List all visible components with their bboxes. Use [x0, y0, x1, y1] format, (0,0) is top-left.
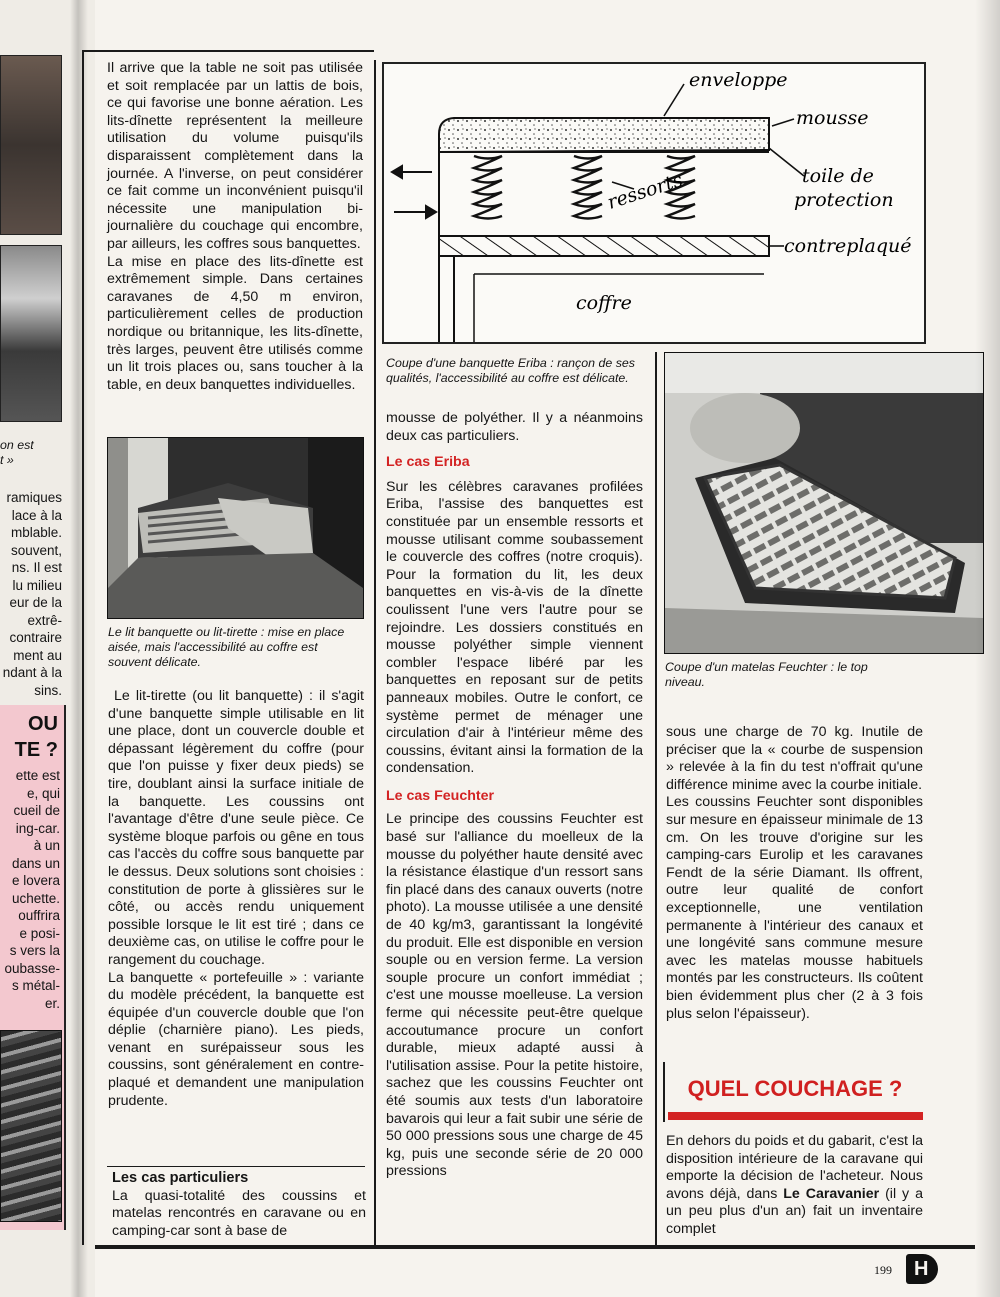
column-3-text — [666, 724, 923, 1023]
logo-letter: H — [914, 1258, 929, 1280]
previous-box-photo — [0, 1030, 62, 1222]
paragraph: Le principe des coussins Feuchter est basé sur l'alliance du moelleux de la mousse du polyéther haute densité avec la résistance élastique d'un ressort sans fin placé dans des canaux ouverts (notre photo). La mousse utilisée a une densité de 40 kg/m3, garantissant la longévité du produit. Elle est disponible en version souple ou en version ferme. La version souple procure un confort immédiat ; c'est une mousse moelleuse. La version ferme qui nécessite peut-être quelque accoutumance procure un confort durable, mieux adapté aussi à l'utilisation assise. Pour la petite histoire, sachez que les coussins Feuchter ont été soumis aux tests d'un laboratoire bavarois qui leur a fait subir une série de 50 000 pressions sous une charge de 45 kg, puis une seconde série de 20 000 pressions — [386, 811, 643, 1180]
eriba-cross-section-sketch — [384, 64, 924, 342]
paragraph: La quasi-totalité des coussins et matelas rencontrés en caravane ou en camping-car sont à base de — [112, 1187, 366, 1239]
paragraph: En dehors du poids et du gabarit, c'est la disposition intérieure de la caravane qui emporte la décision de l'acheteur. Nous avons déjà, dans Le Caravanier (il y a un peu plus d'un an) fait un inventaire complet — [666, 1133, 923, 1237]
previous-page-caption: on est t » — [0, 438, 34, 467]
heading-eriba: Le cas Eriba — [386, 454, 470, 471]
col1-left-rule — [82, 50, 84, 1245]
paragraph: Il arrive que la table ne soit pas utilisée et soit remplacée par un lattis de bois, ce qui favorise une bonne aération. Les lits-dînette représentent la meilleure utilisation du volume puisqu'ils disparaissent complètement dans la journée. A l'inverse, on peut considérer ce fait comme un inconvénient puisqu'il nécessite une manipulation bi-journalière du couchage qui encombre, par ailleurs, les coffres sous banquettes. — [107, 60, 363, 252]
lit-banquette-image — [108, 438, 363, 618]
heading-feuchter: Le cas Feuchter — [386, 787, 495, 804]
top-rule-left — [82, 50, 374, 52]
col-divider-2 — [655, 352, 657, 1247]
previous-page-pink-box — [0, 705, 66, 1230]
box-left-rule — [663, 1062, 665, 1122]
paragraph: La mise en place des lits-dînette est extrêmement simple. Dans certaines caravanes de 4,50 m environ, particulièrement celles de production nordique ou britannique, les lits-dînette, très larges, peuvent être utilisés comme un lit trois places ou, sans toucher à la table, en deux banquettes individuelles. — [107, 253, 363, 393]
previous-page-photo-top — [0, 55, 62, 235]
column-2-text — [386, 410, 643, 1181]
bottom-rule — [95, 1245, 975, 1249]
feuchter-photo-caption: Coupe d'un matelas Feuchter : le top niveau. — [665, 660, 868, 689]
paragraph: mousse de polyéther. Il y a néanmoins deux cas particuliers. — [386, 410, 643, 444]
previous-box-heading: OU TE ? — [14, 713, 58, 761]
lit-banquette-caption: Le lit banquette ou lit-tirette : mise en place aisée, mais l'accessibilité au coffre est souvent délicate. — [108, 625, 345, 669]
magazine-logo — [906, 1254, 938, 1284]
previous-page-photo-middle — [0, 245, 62, 422]
paragraph: Sur les célèbres caravanes profilées Eriba, l'assise des banquettes est constituée par un ensemble ressorts et mousse utilisant comme soubassement le couvercle des coffres (notre croquis). Pour la formation du lit, les deux banquettes en vis-à-vis de la dînette coulissent l'une vers l'autre pour se rejoindre. Les dossiers constitués en mousse polyéther simple viennent combler l'espace libéré par les banquettes en reposant sur de petits panneaux mobiles. Outre le confort, ce système permet de ménager une circulation d'air à l'intérieur même des coussins, évitant ainsi la formation de la condensation. — [386, 478, 643, 777]
lit-banquette-photo — [107, 437, 364, 619]
label-ressorts: ressorts — [604, 168, 686, 214]
feuchter-mattress-image — [665, 353, 983, 653]
label-enveloppe: enveloppe — [689, 69, 788, 91]
paragraph: Le lit-tirette (ou lit banquette) : il s'agit d'une banquette simple utilisable en lit une place, dont un couvercle double et dépassant légèrement du coffre (pour que l'on puisse y fixer deux pieds) se tire, doublant ainsi la surface initiale de la banquette. Les coussins ont l'avantage d'être d'une seule pièce. Ce système bloque parfois ou gêne en tous cas l'accès du coffre sous banquette par le dessus. Deux solutions sont choisies : constitution de porte à glissières sur le côté, ou accès rendu uniquement possible lorsque le lit est tiré ; dans ce deuxième cas, on utilise le coffre pour le rangement du couchage. — [108, 688, 364, 968]
previous-page-text: ramiques lace à la mblable. souvent, ns. Il est lu milieu eur de la extrê- contraire ment au ndant à la sins. — [2, 490, 62, 698]
binding-shadow — [70, 0, 88, 1297]
quel-couchage-red-bar — [668, 1112, 923, 1120]
page-number: 199 — [874, 1263, 892, 1277]
subheading-rule — [107, 1166, 365, 1167]
feuchter-mattress-photo — [664, 352, 984, 654]
column-1-particular-cases — [112, 1170, 366, 1240]
label-contreplaque: contreplaqué — [784, 235, 912, 257]
label-toile: toile de — [802, 165, 874, 187]
column-1-text-top — [107, 60, 363, 394]
label-coffre: coffre — [576, 292, 632, 314]
paragraph: sous une charge de 70 kg. Inutile de préciser que la « courbe de suspension » relevée à la fin du test n'offrait qu'une différence minime avec la courbe initiale. — [666, 724, 923, 793]
page-edge-shadow — [975, 0, 1000, 1297]
label-protection: protection — [794, 189, 894, 211]
quel-couchage-heading: QUEL COUCHAGE ? — [687, 1076, 903, 1101]
quel-couchage-text — [666, 1133, 923, 1239]
drawing-caption: Coupe d'une banquette Eriba : rançon de ses qualités, l'accessibilité au coffre est délicate. — [386, 356, 635, 385]
column-1-text-bottom — [108, 688, 364, 1110]
subheading-particular-cases: Les cas particuliers — [112, 1170, 249, 1186]
col-divider-1 — [374, 60, 376, 1245]
paragraph: Les coussins Feuchter sont disponibles sur mesure en épaisseur minimale de 13 cm. On les trouve d'origine sur les camping-cars Eurolip et les caravanes Fendt de la série Diamant. Ils offrent, outre leur qualité de confort exceptionnelle, une ventilation permanente à l'intérieur des canaux et une longévité sans commune mesure avec les matelas mousse habituels montés par les constructeurs. Ils coûtent bien évidemment plus cher (2 à 3 fois plus selon l'épaisseur). — [666, 794, 923, 1022]
previous-box-text: ette est e, qui cueil de ing-car. à un dans un e lovera uchette. ouffrira e posi- s vers la oubasse- s métal- er. — [4, 768, 60, 1011]
eriba-cushion-drawing — [382, 62, 926, 344]
label-mousse: mousse — [796, 107, 869, 129]
paragraph: La banquette « portefeuille » : variante du modèle précédent, la banquette est équipée d'un couvercle double que l'on déplie (charnière piano). Les pieds, venant en surépaisseur sous les coussins, sont généralement en contre-plaqué et demandent une manipulation prudente. — [108, 969, 364, 1109]
